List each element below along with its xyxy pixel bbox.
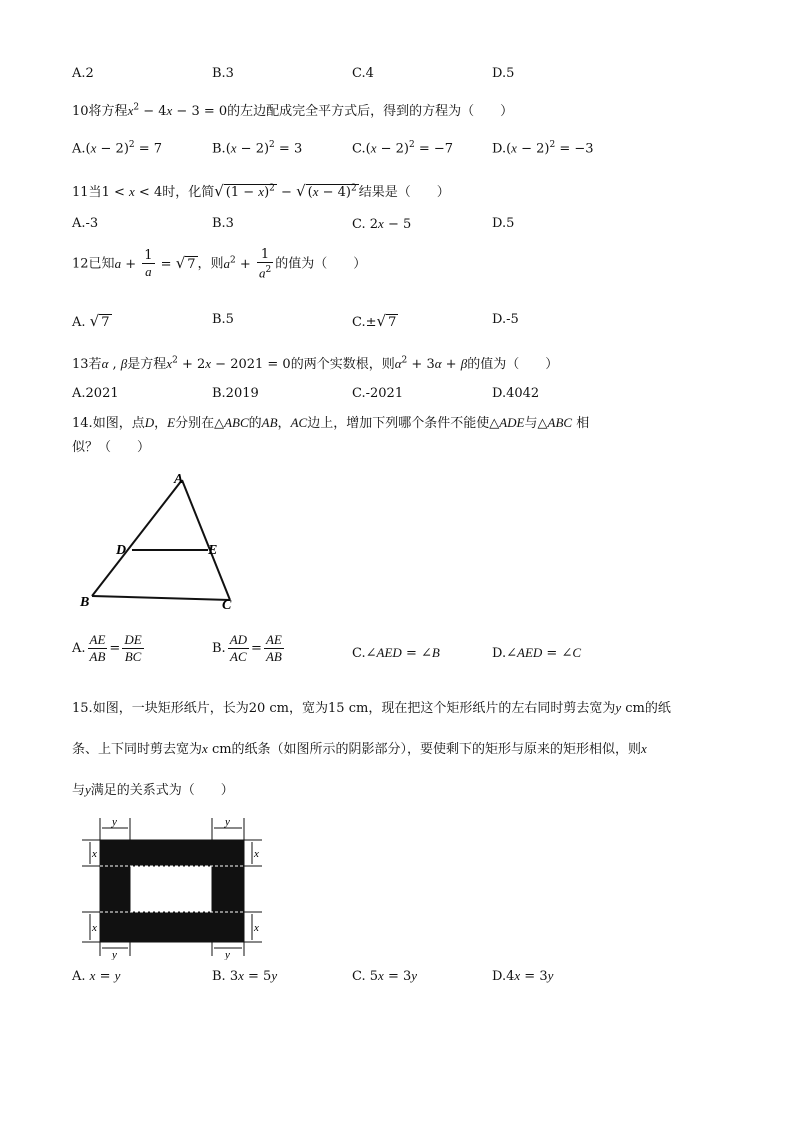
question-11 [72, 181, 450, 200]
label-y-bottom-right: y [225, 949, 230, 960]
q12-option-a: A. √ 7 [72, 312, 110, 330]
q12-number: 12 [72, 256, 89, 272]
label-x-left-top: x [92, 848, 97, 860]
label-y-top-right: y [225, 816, 230, 828]
q15-number: 15. [72, 701, 93, 716]
q14-option-b: B. $\frac{AD}{AC}$ = $\frac{AE}{AB}$ [212, 632, 282, 664]
question-15-line2: 条、上下同时剪去宽为x cm的纸条（如图所示的阴影部分），要使剩下的矩形与原来的矩形相似，则x [72, 741, 647, 757]
question-13 [72, 353, 558, 372]
q12-option-b: B.5 [212, 312, 234, 327]
q13-post: 的值为（ ） [467, 357, 559, 372]
label-y-top-left: y [112, 816, 117, 828]
q12-post: 的值为（ ） [275, 256, 367, 272]
q10-post: 的左边配成完全平方式后，得到的方程为（ ） [227, 104, 514, 119]
q14-option-a: A. $\frac{AE}{AB}$ = $\frac{DE}{BC}$ [72, 632, 142, 664]
rectangle-figure [72, 814, 272, 960]
side-bc [92, 596, 230, 600]
q10-equation: $x^2 - 4x - 3 = 0$ [127, 102, 228, 119]
q12-mid: ，则 [197, 256, 224, 272]
q14-p2: 的 [248, 416, 262, 431]
q9-option-c: C.4 [352, 66, 374, 81]
q12-expression: $a^2$ + $\frac{1}{a^2}$ [223, 247, 272, 281]
q11-post: 结果是（ ） [358, 185, 450, 200]
q11-condition: 1 < x < 4 [101, 184, 163, 200]
q13-equation: $x^2 + 2x - 2021 = 0$ [166, 355, 291, 372]
label-d: D [116, 543, 127, 558]
q13-option-b: B.2019 [212, 386, 259, 401]
q14-option-c: C.∠AED = ∠B [352, 645, 440, 661]
q11-mid: 时，化简 [162, 185, 215, 200]
q11-option-a: A.-3 [72, 216, 99, 231]
q11-pre: 当 [88, 185, 102, 200]
q14-p5: 相 [576, 416, 590, 431]
q11-option-c: C. 2x − 5 [352, 216, 412, 232]
side-ab [92, 480, 182, 596]
q14-pre: 如图，点 [92, 416, 145, 431]
q15-length: 20 cm [248, 701, 289, 716]
side-ac [182, 480, 230, 600]
question-15-line1: 15.如图，一块矩形纸片，长为20 cm，宽为15 cm，现在把这个矩形纸片的左右同时剪去宽为y cm的纸 [72, 700, 671, 716]
q13-pre: 若 [88, 357, 102, 372]
q9-option-b: B.3 [212, 66, 234, 81]
label-y-bottom-left: y [112, 949, 117, 960]
q15-option-d: D.4x = 3y [492, 968, 554, 984]
q13-option-c: C.-2021 [352, 386, 404, 401]
q13-expression: $\alpha^2 + 3\alpha + \beta$ [394, 355, 468, 372]
question-10 [72, 100, 513, 119]
q9-option-d: D.5 [492, 66, 515, 81]
label-x-left-bottom: x [92, 922, 97, 934]
triangle-figure [72, 468, 242, 618]
question-12 [72, 247, 366, 281]
q15-option-a: A. x = y [72, 968, 121, 984]
q13-roots: α , β [101, 356, 128, 372]
q14-p4: 与 [524, 416, 538, 431]
q14-number: 14. [72, 416, 93, 431]
q14-p1: 分别在 [175, 416, 215, 431]
q15-width: 15 cm [328, 701, 369, 716]
q11-expression: √ $(1 - x)^2$ − √ $(x - 4)^2$ [214, 182, 357, 200]
q11-option-b: B.3 [212, 216, 234, 231]
question-14: 14.如图，点D，E分别在△ABC的AB，AC边上，增加下列哪个条件不能使△ADE与△ABC 相 [72, 415, 590, 431]
q12-condition: a + $\frac{1}{a}$ = √ 7 [114, 248, 196, 280]
label-e: E [208, 543, 218, 558]
label-x-right-bottom: x [254, 922, 259, 934]
q10-pre: 将方程 [88, 104, 128, 119]
q12-pre: 已知 [88, 256, 115, 272]
shaded-border [100, 840, 244, 942]
q15-option-b: B. 3x = 5y [212, 968, 278, 984]
q12-option-d: D.-5 [492, 312, 519, 327]
q12-option-c: C.±√ 7 [352, 312, 397, 330]
label-x-right-top: x [254, 848, 259, 860]
question-15-line3: 与y满足的关系式为（ ） [72, 782, 234, 798]
q11-option-d: D.5 [492, 216, 515, 231]
q10-option-b: $B.(x - 2)^2 = 3$ [212, 140, 303, 157]
q10-option-d: $D.(x - 2)^2 = -3$ [492, 140, 594, 157]
q10-option-a: $A.(x - 2)^2 = 7$ [72, 140, 163, 157]
label-a: A [174, 472, 184, 487]
q13-option-d: D.4042 [492, 386, 540, 401]
q11-number: 11 [72, 185, 89, 200]
label-b: B [80, 595, 90, 610]
q13-mid2: 的两个实数根，则 [290, 357, 395, 372]
q10-number: 10 [72, 104, 89, 119]
label-c: C [222, 598, 232, 613]
q13-option-a: A.2021 [72, 386, 119, 401]
q9-option-a: A.2 [72, 66, 94, 81]
q15-option-c: C. 5x = 3y [352, 968, 418, 984]
q10-option-c: $C.(x - 2)^2 = -7$ [352, 140, 454, 157]
q14-line2: 似？（ ） [72, 440, 151, 455]
q13-mid: 是方程 [127, 357, 167, 372]
q14-option-d: D.∠AED = ∠C [492, 645, 582, 661]
q14-p3: 边上，增加下列哪个条件不能使 [307, 416, 490, 431]
q13-number: 13 [72, 357, 89, 372]
